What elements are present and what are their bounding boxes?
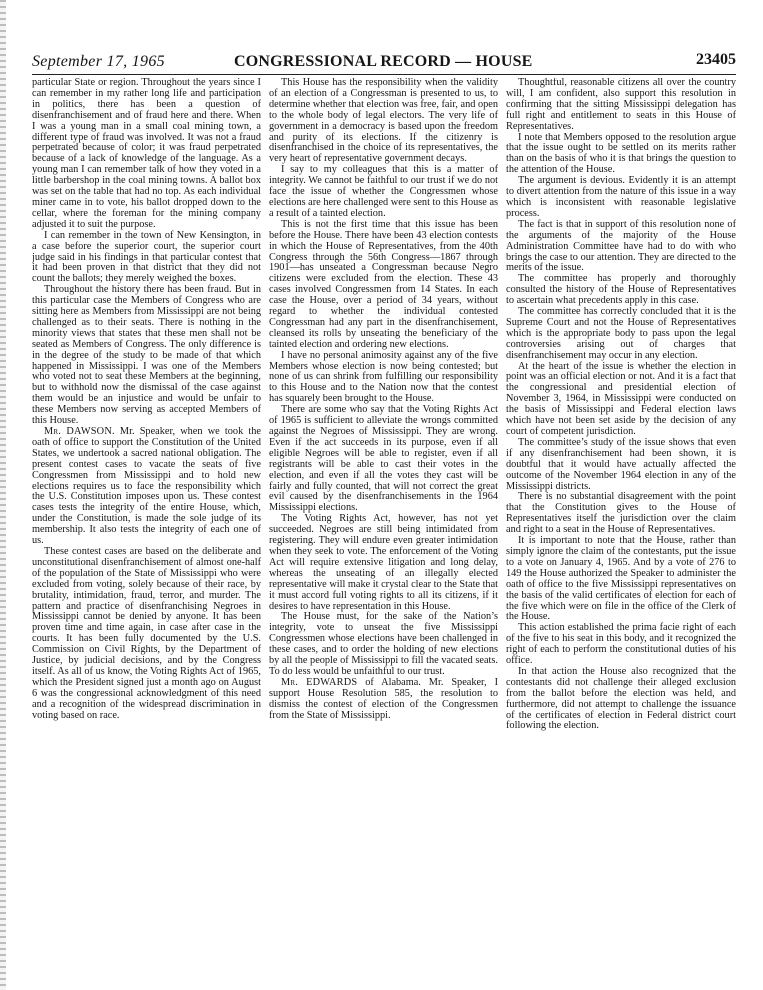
paragraph <box>506 667 736 732</box>
header-title: CONGRESSIONAL RECORD — HOUSE <box>234 53 533 70</box>
paragraph-text: This action established the prima facie right of each of the five to his seat in this body, and it recognized the right of each to perform the constitutional duties of his office. <box>506 622 736 667</box>
paragraph <box>506 133 736 177</box>
paragraph-text: The committee’s study of the issue shows that even if any disenfranchisement had been shown, it is doubtful that it would have actually affected the outcome of the November 1964 election in any of the Mississippi districts. <box>506 436 736 492</box>
paragraph-text: The committee has properly and thoroughly consulted the history of the House of Representatives to ascertain what precedents apply in this case. <box>506 273 736 307</box>
paragraph-text: In that action the House also recognized that the contestants did not challenge their alleged exclusion from the ballot before the election was held, and furthermore, did not attempt to challenge the issuance of the certificates of election in Federal district court following the election. <box>506 665 736 732</box>
text-column-1 <box>32 78 261 978</box>
speaker-name: Mr. DAWSON. <box>44 426 115 437</box>
paragraph <box>506 492 736 536</box>
paragraph <box>32 78 261 231</box>
paragraph <box>506 220 736 275</box>
paragraph-text: particular State or region. Throughout the years since I can remember in my rather long life and participation in politics, there has been a question of disenfranchisement and of fraud here and there. When I was a young man in a small coal mining town, a different type of fraud was involved. It was not a fraud perpetrated because of color; it was fraud perpetrated because of a lack of knowledge of the language. As a young man I can remember talk of how they voted in a little barbershop in the coal mining towns. A ballot box was set on the table that had no top. As each individual miner came in to vote, his ballot dropped down to the cellar, where the foreman for the mining company adjusted it to suit the purpose. <box>32 78 261 230</box>
paragraph <box>506 623 736 667</box>
paragraph <box>506 536 736 623</box>
paragraph <box>269 220 498 351</box>
paragraph <box>269 78 498 165</box>
paragraph-text: These contest cases are based on the deliberate and unconstitutional disenfranchisement of almost one-half of the population of the State of Mississippi who were excluded from voting, solely because of their race, by brutality, intimidation, fraud, terror, and murder. The pattern and practice of disenfranchising Negroes in Mississippi cannot be denied by anyone. It has been proven time and time again, in case after case in the courts. It has been fully documented by the U.S. Commission on Civil Rights, by the Department of Justice, by judicial decisions, and by the Congress itself. As all of us know, the Voting Rights Act of 1965, which the President signed just a month ago on August 6 was the congressional acknowledgment of this need and a recognition of the widespread discrimination in voting based on race. <box>32 545 261 721</box>
paragraph-text: The committee has correctly concluded that it is the Supreme Court and not the House of Representatives which is the appropriate body to pass upon the legal controversies arising out of charges that disenfranchisement may occur in any election. <box>506 306 736 361</box>
header-rule <box>32 74 736 75</box>
paragraph-text: I say to my colleagues that this is a matter of integrity. We cannot be faithful to our trust if we do not face the issue of whether the Congressmen whose elections are here challenged were sent to this House as a result of a tainted election. <box>269 164 498 219</box>
text-column-2 <box>269 78 498 978</box>
paragraph <box>32 285 261 427</box>
paragraph <box>269 612 498 677</box>
paragraph-text: of Alabama. Mr. Speaker, I support House Resolution 585, the resolution to dismiss the contest of election of the Congressmen from the State of Mississippi. <box>269 676 498 721</box>
paragraph <box>32 547 261 722</box>
paragraph-text: The fact is that in support of this resolution none of the arguments of the majority of the House Administration Committee have had to do with who brings the case to our attention. They are directed to the merits of the issue. <box>506 218 736 274</box>
paragraph-text: It is important to note that the House, rather than simply ignore the claim of the contestants, put the issue to a vote on January 4, 1965. And by a vote of 276 to 149 the House authorized the Speaker to administer the oath of office to the five Mississippi representatives on the basis of the valid certificates of election for each of the five which were on file in the office of the Clerk of the House. <box>506 535 736 623</box>
paragraph-text: The argument is devious. Evidently it is an attempt to divert attention from the nature of this issue in a way which is inconsistent with reasonable legislative process. <box>506 175 736 219</box>
paragraph <box>32 231 261 286</box>
paragraph-text: The Voting Rights Act, however, has not yet succeeded. Negroes are still being intimidated from registering. They will endure even greater intimidation when they seek to vote. The enforcement of the Voting Act will require extensive litigation and long delay, whereas the unseating of an illegally elected representative will make it crystal clear to the State that it must accord full voting rights to all its citizens, if it desires to have representation in this House. <box>269 513 498 612</box>
paragraph <box>506 362 736 438</box>
paragraph <box>506 274 736 307</box>
paragraph <box>269 405 498 514</box>
text-column-3 <box>506 78 736 978</box>
paragraph <box>506 78 736 133</box>
speaker-name: Mr. EDWARDS <box>281 676 358 688</box>
paragraph <box>269 165 498 220</box>
page-header <box>32 51 736 73</box>
paragraph <box>506 307 736 362</box>
paragraph-text: Mr. Speaker, when we took the oath of office to support the Constitution of the United States, we undertook a sacred national obligation. The present contest cases to vacate the seats of five Congressmen from Mississippi and to hold new elections requires us to face the responsibility which the U.S. Constitution imposes upon us. These contest cases tests the integrity of the entire House, which, under the Constitution, is made the sole judge of its membership. It also tests the integrity of each one of us. <box>32 426 261 547</box>
paragraph-text: This is not the first time that this issue has been before the House. There have been 43 election contests in which the House of Representatives, from the 40th Congress through the 56th Congress—1867 through 1901—has unseated a Congressman because Negro citizens were excluded from the election. These 43 cases involved Congressmen from 14 States. In each case the House, over a period of 34 years, without regard to whether the individual contested Congressman had any part in the disenfranchisement, cleansed its rolls by unseating the beneficiary of the tainted election and ordering new elections. <box>269 218 498 350</box>
paragraph-text: This House has the responsibility when the validity of an election of a Congressman is presented to us, to determine whether that election was free, fair, and open to the whole body of legal electors. The very life of government in a democracy is based upon the freedom and purity of its elections. If the citizenry is disenfranchised in the choice of its representatives, the very heart of representative government decays. <box>269 78 498 165</box>
paragraph <box>269 351 498 406</box>
paragraph <box>506 176 736 220</box>
paragraph-text: Throughout the history there has been fraud. But in this particular case the Members of Congress who are sitting here as Members from Mississippi are not being challenged as to their seats. There is nothing in the minority views that states that these men shall not be seated as Members of Congress. The only difference is in the degree of the study to be made of that which happened in Mississippi. I was one of the Members who voted not to seat these Members at the beginning, but to withhold now the dismissal of the case against them would be an injustice and would be unfair to these Members now serving as accepted Members of this House. <box>32 284 261 427</box>
paragraph <box>506 438 736 493</box>
page-binding-edge <box>0 0 6 990</box>
paragraph-text: I have no personal animosity against any of the five Members whose election is now being contested; but none of us can shrink from fulfilling our responsibility to this House and to the Nation now that the contest has squarely been brought to the House. <box>269 349 498 405</box>
paragraph-text: I can remember in the town of New Kensington, in a case before the superior court, the superior court judge said in his findings in that particular contest that it had been proven in that district that they did not count the ballots; they merely weighed the boxes. <box>32 229 261 285</box>
header-page-number: 23405 <box>696 51 736 68</box>
header-date: September 17, 1965 <box>32 53 165 70</box>
paragraph-text: There is no substantial disagreement with the point that the Constitution gives to the House of Representatives itself the jurisdiction over the claim and right to a seat in the House of Representatives. <box>506 491 736 536</box>
paragraph <box>32 427 261 547</box>
paragraph <box>269 678 498 722</box>
paragraph <box>269 514 498 612</box>
paragraph-text: At the heart of the issue is whether the election in point was an official election or not. And it is a fact that the congressional and presidential election of November 3, 1964, in Mississippi were conducted on the basis of Mississippi and Federal election laws which have not been set aside by the decision of any court of competent jurisdiction. <box>506 360 736 437</box>
paragraph-text: I note that Members opposed to the resolution argue that the issue ought to be settled on its merits rather than on the basis of who it is that brings the question to the attention of the House. <box>506 131 736 176</box>
paragraph-text: Thoughtful, reasonable citizens all over the country will, I am confident, also support this resolution in confirming that the sitting Mississippi delegation has full right and entitlement to seats in this House of Representatives. <box>506 78 736 132</box>
paragraph-text: The House must, for the sake of the Nation’s integrity, vote to unseat the five Mississippi Congressmen whose elections have been challenged in these cases, and to order the holding of new elections by all the people of Mississippi to fill the vacated seats. To do less would be unfaithful to our trust. <box>269 611 498 677</box>
paragraph-text: There are some who say that the Voting Rights Act of 1965 is sufficient to alleviate the wrongs committed against the Negroes of Mississippi. They are wrong. Even if the act succeeds in its purpose, even if all eligible Negroes will be able to register, even if all registrants will be able to cast their votes in the election, and even if all the votes they cast will be fairly and fully counted, that will not correct the great evil caused by the disenfranchisements in the 1964 Mississippi elections. <box>269 404 498 514</box>
